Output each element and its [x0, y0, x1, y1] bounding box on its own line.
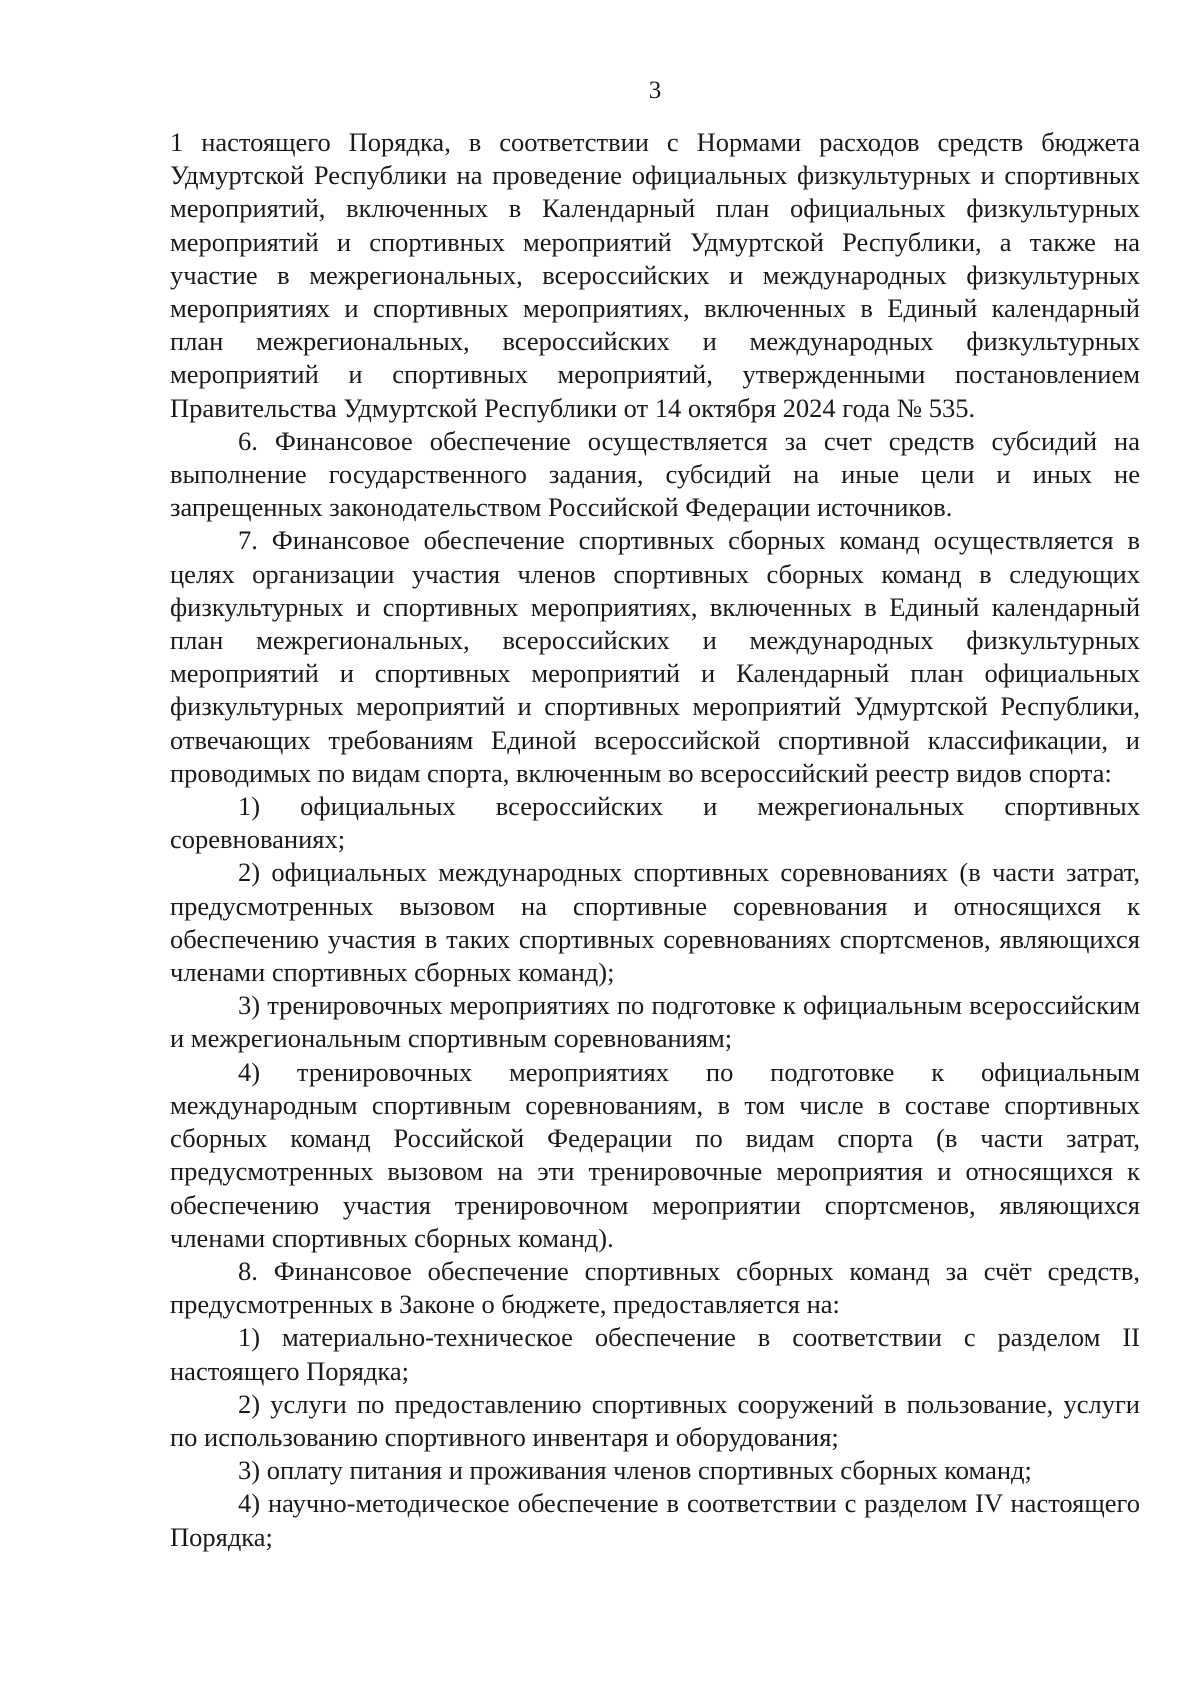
- paragraph-7: 7. Финансовое обеспечение спортивных сборных команд осуществляется в целях организации участия членов спортивных сборных команд в следующих физкультурных и спортивных мероприятиях, включенных в Единый календарный план межрегиональных, всероссийских и международных физкультурных мероприятий и спортивных мероприятий и Календарный план официальных физкультурных мероприятий и спортивных мероприятий Удмуртской Республики, отвечающих требованиям Единой всероссийской спортивной классификации, и проводимых по видам спорта, включенным во всероссийский реестр видов спорта:: [170, 525, 1140, 788]
- paragraph-8-item-3: 3) оплату питания и проживания членов спортивных сборных команд;: [238, 1455, 1032, 1486]
- document-page: [170, 0, 1140, 1686]
- paragraph-8: 8. Финансовое обеспечение спортивных сборных команд за счёт средств, предусмотренных в Законе о бюджете, предоставляется на:: [170, 1255, 1140, 1320]
- document-body: [170, 126, 1140, 1554]
- paragraph-7-item-3: 3) тренировочных мероприятиях по подготовке к официальным всероссийским и межрегиональным спортивным соревнованиям;: [170, 990, 1140, 1054]
- paragraph-8-item-1: 1) материально-техническое обеспечение в соответствии с разделом II настоящего Порядка;: [170, 1322, 1140, 1386]
- paragraph-7-item-2: 2) официальных международных спортивных соревнованиях (в части затрат, предусмотренных вызовом на спортивные соревнования и относящихся к обеспечению участия в таких спортивных соревнованиях спортсменов, являющихся членами спортивных сборных команд);: [170, 857, 1140, 988]
- paragraph-8-item-4: 4) научно-методическое обеспечение в соответствии с разделом IV настоящего Порядка;: [170, 1488, 1140, 1552]
- paragraph-8-item-2: 2) услуги по предоставлению спортивных сооружений в пользование, услуги по использованию спортивного инвентаря и оборудования;: [170, 1388, 1140, 1452]
- page-number: 3: [648, 77, 662, 104]
- paragraph-6: 6. Финансовое обеспечение осуществляется за счет средств субсидий на выполнение государственного задания, субсидий на иные цели и иных не запрещенных законодательством Российской Федерации источников.: [170, 425, 1140, 523]
- paragraph-5-continuation: 1 настоящего Порядка, в соответствии с Нормами расходов средств бюджета Удмуртской Республики на проведение официальных физкультурных и спортивных мероприятий, включенных в Календарный план официальных физкультурных мероприятий и спортивных мероприятий Удмуртской Республики, а также на участие в межрегиональных, всероссийских и международных физкультурных мероприятиях и спортивных мероприятиях, включенных в Единый календарный план межрегиональных, всероссийских и международных физкультурных мероприятий и спортивных мероприятий, утвержденными постановлением Правительства Удмуртской Республики от 14 октября 2024 года № 535.: [170, 127, 1140, 423]
- paragraph-7-item-1: 1) официальных всероссийских и межрегиональных спортивных соревнованиях;: [170, 791, 1140, 855]
- paragraph-7-item-4: 4) тренировочных мероприятиях по подготовке к официальным международным спортивным соревнованиям, в том числе в составе спортивных сборных команд Российской Федерации по видам спорта (в части затрат, предусмотренных вызовом на эти тренировочные мероприятия и относящихся к обеспечению участия тренировочном мероприятии спортсменов, являющихся членами спортивных сборных команд).: [170, 1056, 1140, 1253]
